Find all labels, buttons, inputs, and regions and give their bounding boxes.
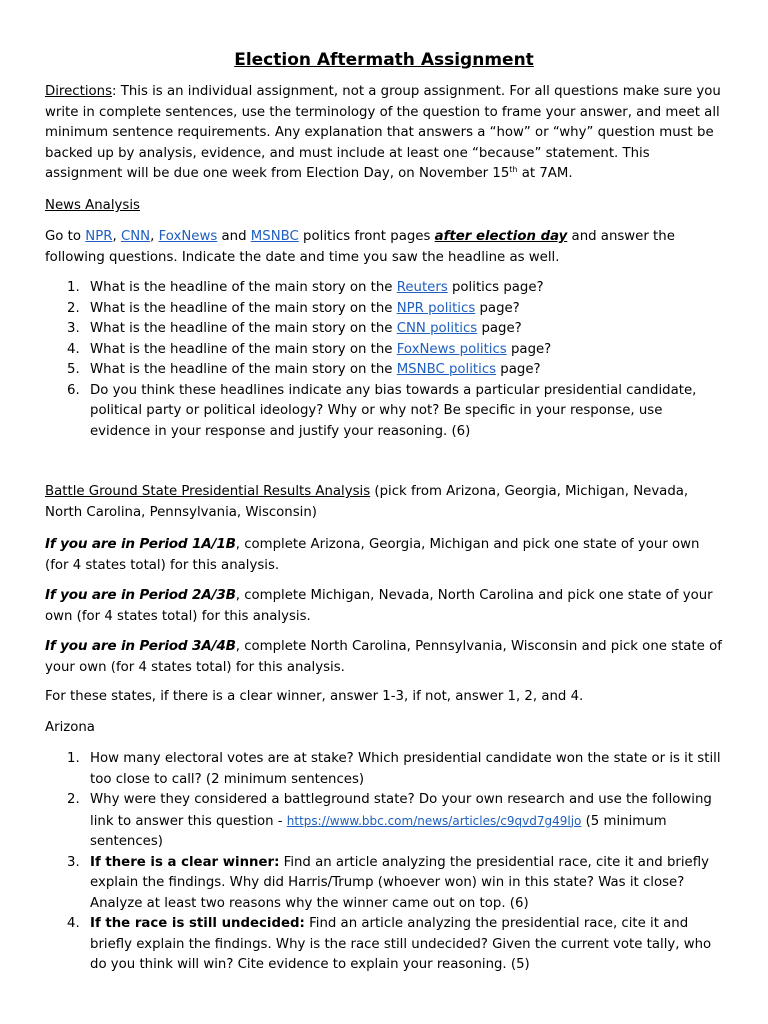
list-item bbox=[45, 749, 725, 790]
list-item bbox=[45, 299, 725, 320]
page-title: Election Aftermath Assignment bbox=[234, 50, 534, 70]
period1-paragraph bbox=[45, 534, 725, 576]
cnn-link[interactable]: CNN bbox=[120, 229, 151, 244]
question-text: What is the headline of the main story on the bbox=[90, 362, 397, 377]
directions-paragraph bbox=[45, 82, 725, 185]
list-number: 6. bbox=[67, 382, 80, 398]
period2-label: If you are in Period 2A/3B bbox=[45, 587, 236, 603]
news-mid: politics front pages bbox=[298, 229, 435, 244]
question-text: What is the headline of the main story on the bbox=[90, 321, 397, 336]
list-item bbox=[45, 914, 725, 976]
question-text-end: page? bbox=[475, 300, 520, 316]
question-text: What is the headline of the main story on the bbox=[90, 341, 397, 357]
question-text: What is the headline of the main story on the bbox=[90, 300, 397, 316]
reuters-link[interactable]: Reuters bbox=[396, 280, 448, 295]
question-text: Find an article analyzing the presidential race, cite it and briefly explain the findings. Why did Harris/Trump (whoever won) win in this state? Was it close? Analyze at least two reasons why the winner came out on top. (6) bbox=[90, 854, 709, 911]
question-text: Find an article analyzing the presidential race, cite it and briefly explain the findings. Why is the race still undecided? Given the current vote tally, who do you think will win? Cite evidence to explain your reasoning. (5) bbox=[90, 916, 712, 972]
question-text-end: politics page? bbox=[447, 280, 544, 295]
battleground-paragraph bbox=[45, 482, 725, 523]
battleground-heading: Battle Ground State Presidential Results Analysis bbox=[45, 484, 371, 499]
list-item bbox=[45, 381, 725, 443]
news-intro bbox=[45, 227, 725, 268]
period1-label: If you are in Period 1A/1B bbox=[45, 536, 236, 552]
question-text-end: page? bbox=[477, 321, 522, 336]
list-number: 1. bbox=[67, 280, 80, 295]
directions-text: : This is an individual assignment, not a group assignment. For all questions make sure you write in complete sentences, use the terminology of the question to frame your answer, and meet all minimum sentence requirements. Any explanation that answers a “how” or “why” question must be backed up by analysis, evidence, and must include at least one “because” statement. This assignment will be due one week from Election Day, on November 15 bbox=[45, 84, 721, 181]
list-item bbox=[45, 853, 725, 915]
period2-text: , complete Michigan, Nevada, North Carolina and pick one state of your own (for 4 states total) for this analysis. bbox=[45, 588, 713, 624]
period3-paragraph bbox=[45, 636, 725, 678]
question-text-end: page? bbox=[496, 362, 541, 377]
foxnews-politics-link[interactable]: FoxNews politics bbox=[396, 341, 507, 357]
npr-politics-link[interactable]: NPR politics bbox=[396, 300, 476, 316]
msnbc-link[interactable]: MSNBC bbox=[250, 229, 299, 244]
news-analysis-heading: News Analysis bbox=[45, 198, 140, 213]
list-number: 4. bbox=[67, 341, 80, 357]
list-number: 5. bbox=[67, 362, 80, 377]
period3-label: If you are in Period 3A/4B bbox=[45, 638, 236, 654]
news-question-list bbox=[45, 278, 725, 442]
npr-link[interactable]: NPR bbox=[85, 229, 113, 244]
period1-text: , complete Arizona, Georgia, Michigan and pick one state of your own (for 4 states total) for this analysis. bbox=[45, 537, 700, 573]
arizona-question-list bbox=[45, 749, 725, 976]
news-sep1: , bbox=[112, 229, 121, 244]
list-number: 3. bbox=[67, 854, 80, 870]
cnn-politics-link[interactable]: CNN politics bbox=[396, 321, 478, 336]
list-item bbox=[45, 340, 725, 361]
arizona-heading: Arizona bbox=[45, 720, 95, 735]
news-and: and bbox=[217, 229, 251, 244]
directions-sup: th bbox=[509, 165, 518, 174]
news-rest: and answer the following questions. Indicate the date and time you saw the headline as well. bbox=[45, 229, 675, 265]
period3-text: , complete North Carolina, Pennsylvania, Wisconsin and pick one state of your own (for 4 states total) for this analysis. bbox=[45, 639, 722, 675]
foxnews-link[interactable]: FoxNews bbox=[158, 229, 218, 244]
bbc-article-link[interactable]: https://www.bbc.com/news/articles/c9qvd7g49ljo bbox=[286, 813, 582, 828]
undecided-label: If the race is still undecided: bbox=[90, 916, 305, 931]
list-item bbox=[45, 278, 725, 299]
msnbc-politics-link[interactable]: MSNBC politics bbox=[396, 362, 497, 377]
question-text-end: page? bbox=[506, 341, 552, 357]
news-intro-go: Go to bbox=[45, 229, 86, 244]
list-number: 2. bbox=[67, 300, 80, 316]
directions-label: Directions bbox=[45, 84, 112, 99]
list-number: 4. bbox=[67, 916, 80, 931]
battleground-heading-rest: (pick from Arizona, Georgia, Michigan, Nevada, North Carolina, Pennsylvania, Wisconsin) bbox=[45, 484, 689, 520]
states-instructions: For these states, if there is a clear winner, answer 1-3, if not, answer 1, 2, and 4. bbox=[45, 689, 584, 704]
question-text: How many electoral votes are at stake? Which presidential candidate won the state or is it still too close to call? (2 minimum sentences) bbox=[90, 751, 721, 787]
list-item bbox=[45, 319, 725, 340]
clear-winner-label: If there is a clear winner: bbox=[90, 854, 280, 870]
period2-paragraph bbox=[45, 585, 725, 627]
directions-text-end: at 7AM. bbox=[517, 166, 573, 181]
list-item bbox=[45, 790, 725, 853]
question-text: Do you think these headlines indicate any bias towards a particular presidential candidate, political party or political ideology? Why or why not? Be specific in your response, use evidence in your response and justify your reasoning. (6) bbox=[90, 382, 697, 439]
news-sep2: , bbox=[150, 229, 159, 244]
list-item bbox=[45, 360, 725, 381]
list-number: 1. bbox=[67, 751, 80, 766]
question-text: What is the headline of the main story on the bbox=[90, 280, 397, 295]
after-election-day-emphasis: after election day bbox=[434, 229, 568, 244]
list-number: 3. bbox=[67, 321, 80, 336]
question-text-end: (5 minimum sentences) bbox=[90, 813, 667, 849]
question-text: Why were they considered a battleground state? Do your own research and use the following link to answer this question - bbox=[90, 792, 712, 829]
list-number: 2. bbox=[67, 792, 80, 807]
